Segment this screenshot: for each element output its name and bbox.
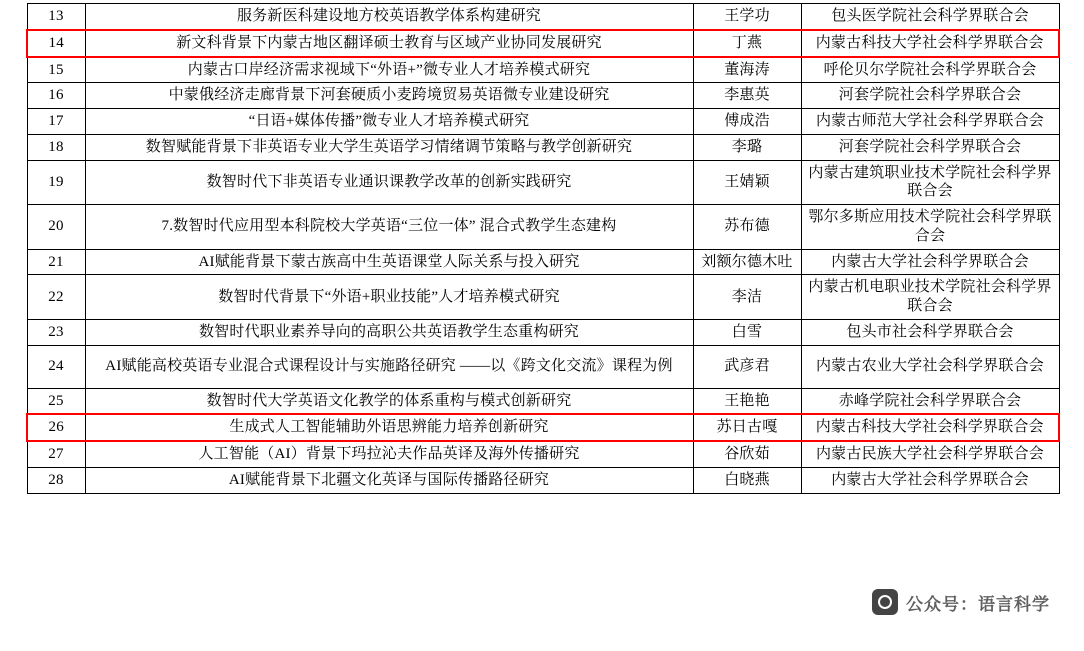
cell-org: 内蒙古民族大学社会科学界联合会 [801,441,1059,467]
cell-number: 25 [27,388,85,414]
project-list-table [26,3,1060,494]
cell-org: 内蒙古建筑职业技术学院社会科学界联合会 [801,160,1059,205]
cell-org: 鄂尔多斯应用技术学院社会科学界联合会 [801,205,1059,250]
cell-org: 包头市社会科学界联合会 [801,319,1059,345]
cell-number: 26 [27,414,85,441]
project-list-table-container [26,3,1058,494]
table-row [27,388,1059,414]
table-row-highlighted [27,30,1059,57]
table-row [27,467,1059,493]
cell-number: 24 [27,345,85,388]
cell-org: 内蒙古农业大学社会科学界联合会 [801,345,1059,388]
table-row [27,345,1059,388]
table-row [27,249,1059,275]
cell-org: 内蒙古机电职业技术学院社会科学界联合会 [801,275,1059,320]
cell-number: 18 [27,134,85,160]
cell-org: 赤峰学院社会科学界联合会 [801,388,1059,414]
cell-person: 傅成浩 [693,109,801,135]
cell-title: 数智时代下非英语专业通识课教学改革的创新实践研究 [85,160,693,205]
cell-org: 内蒙古科技大学社会科学界联合会 [801,414,1059,441]
cell-title: AI赋能背景下北疆文化英译与国际传播路径研究 [85,467,693,493]
cell-title: 新文科背景下内蒙古地区翻译硕士教育与区域产业协同发展研究 [85,30,693,57]
table-row [27,275,1059,320]
cell-org: 呼伦贝尔学院社会科学界联合会 [801,57,1059,83]
cell-title: 数智时代职业素养导向的高职公共英语教学生态重构研究 [85,319,693,345]
table-row [27,83,1059,109]
cell-number: 27 [27,441,85,467]
table-row-highlighted [27,414,1059,441]
table-row [27,109,1059,135]
watermark-text: 公众号：语言科学 [906,594,1050,614]
cell-title: 数智时代背景下“外语+职业技能”人才培养模式研究 [85,275,693,320]
cell-org: 内蒙古大学社会科学界联合会 [801,249,1059,275]
cell-org: 河套学院社会科学界联合会 [801,83,1059,109]
cell-person: 刘额尔德木吐 [693,249,801,275]
cell-person: 苏日古嘎 [693,414,801,441]
cell-number: 21 [27,249,85,275]
cell-person: 谷欣茹 [693,441,801,467]
table-body [27,4,1059,494]
cell-org: 包头医学院社会科学界联合会 [801,4,1059,30]
cell-title: 人工智能（AI）背景下玛拉沁夫作品英译及海外传播研究 [85,441,693,467]
watermark-logo-icon [872,589,898,615]
cell-number: 28 [27,467,85,493]
cell-person: 苏布德 [693,205,801,250]
cell-person: 武彦君 [693,345,801,388]
cell-number: 15 [27,57,85,83]
cell-title: AI赋能背景下蒙古族高中生英语课堂人际关系与投入研究 [85,249,693,275]
cell-person: 王艳艳 [693,388,801,414]
cell-person: 丁燕 [693,30,801,57]
cell-title: 服务新医科建设地方校英语教学体系构建研究 [85,4,693,30]
cell-number: 13 [27,4,85,30]
cell-person: 李惠英 [693,83,801,109]
cell-org: 内蒙古师范大学社会科学界联合会 [801,109,1059,135]
watermark [872,589,1050,615]
cell-person: 白晓燕 [693,467,801,493]
cell-person: 李璐 [693,134,801,160]
table-row [27,57,1059,83]
table-row [27,134,1059,160]
cell-number: 23 [27,319,85,345]
cell-title: AI赋能高校英语专业混合式课程设计与实施路径研究 ——以《跨文化交流》课程为例 [85,345,693,388]
cell-person: 王婧颖 [693,160,801,205]
cell-title: 数智赋能背景下非英语专业大学生英语学习情绪调节策略与教学创新研究 [85,134,693,160]
table-row [27,160,1059,205]
cell-title: 数智时代大学英语文化教学的体系重构与模式创新研究 [85,388,693,414]
cell-number: 22 [27,275,85,320]
cell-number: 20 [27,205,85,250]
cell-person: 王学功 [693,4,801,30]
cell-title: “日语+媒体传播”微专业人才培养模式研究 [85,109,693,135]
table-row [27,319,1059,345]
cell-org: 内蒙古科技大学社会科学界联合会 [801,30,1059,57]
cell-title: 内蒙古口岸经济需求视域下“外语+”微专业人才培养模式研究 [85,57,693,83]
cell-title: 中蒙俄经济走廊背景下河套硬质小麦跨境贸易英语微专业建设研究 [85,83,693,109]
table-row [27,205,1059,250]
cell-person: 董海涛 [693,57,801,83]
cell-number: 16 [27,83,85,109]
cell-title: 生成式人工智能辅助外语思辨能力培养创新研究 [85,414,693,441]
cell-number: 14 [27,30,85,57]
cell-number: 17 [27,109,85,135]
cell-org: 内蒙古大学社会科学界联合会 [801,467,1059,493]
cell-title: 7.数智时代应用型本科院校大学英语“三位一体” 混合式教学生态建构 [85,205,693,250]
cell-number: 19 [27,160,85,205]
cell-org: 河套学院社会科学界联合会 [801,134,1059,160]
table-row [27,441,1059,467]
cell-person: 白雪 [693,319,801,345]
cell-person: 李洁 [693,275,801,320]
table-row [27,4,1059,30]
